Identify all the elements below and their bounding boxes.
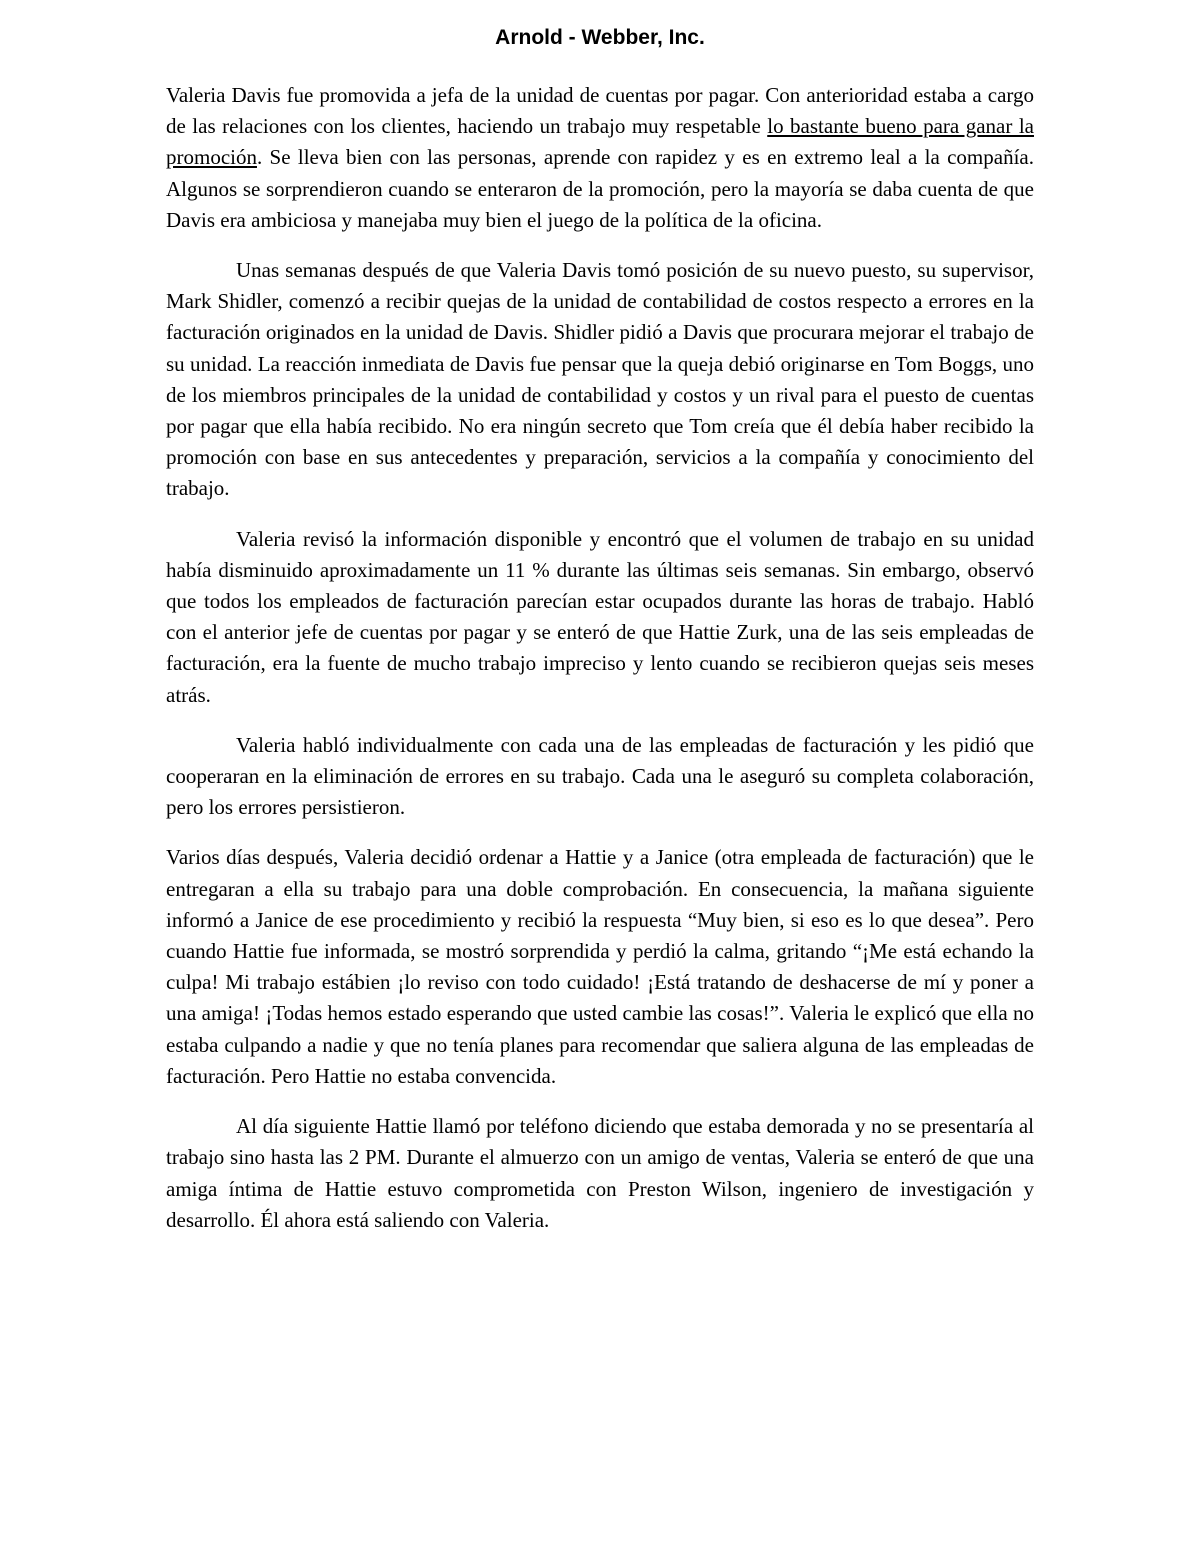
paragraph-5: Varios días después, Valeria decidió ordenar a Hattie y a Janice (otra empleada de facturación) que le entregaran a ella su trabajo para una doble comprobación. En consecuencia, la mañana siguiente informó a Janice de ese procedimiento y recibió la respuesta “Muy bien, si eso es lo que desea”. Pero cuando Hattie fue informada, se mostró sorprendida y perdió la calma, gritando “¡Me está echando la culpa! Mi trabajo estábien ¡lo reviso con todo cuidado! ¡Está tratando de deshacerse de mí y poner a una amiga! ¡Todas hemos estado esperando que usted cambie las cosas!”. Valeria le explicó que ella no estaba culpando a nadie y que no tenía planes para recomendar que saliera alguna de las empleadas de facturación. Pero Hattie no estaba convencida. [166,845,1034,1088]
document-title: Arnold - Webber, Inc. [495,26,705,49]
paragraph-1 [166,80,1034,236]
paragraph-2: Unas semanas después de que Valeria Davis tomó posición de su nuevo puesto, su supervisor, Mark Shidler, comenzó a recibir quejas de la unidad de contabilidad de costos respecto a errores en la facturación originados en la unidad de Davis. Shidler pidió a Davis que procurara mejorar el trabajo de su unidad. La reacción inmediata de Davis fue pensar que la queja debió originarse en Tom Boggs, uno de los miembros principales de la unidad de contabilidad y costos y un rival para el puesto de cuentas por pagar que ella había recibido. No era ningún secreto que Tom creía que él debía haber recibido la promoción con base en sus antecedentes y preparación, servicios a la compañía y conocimiento del trabajo. [166,258,1034,501]
paragraph-1-text-start: Valeria Davis fue promovida a jefa de la unidad de cuentas por pagar. Con anterioridad estaba a cargo de las relaciones con los clientes, haciendo un trabajo muy respetable [166,83,1034,139]
paragraph-4: Valeria habló individualmente con cada una de las empleadas de facturación y les pidió que cooperaran en la eliminación de errores en su trabajo. Cada una le aseguró su completa colaboración, pero los errores persistieron. [166,732,1034,820]
paragraph-1-text-end: . Se lleva bien con las personas, aprende con rapidez y es en extremo leal a la compañía. Algunos se sorprendieron cuando se enteraron de la promoción, pero la mayoría se daba cuenta de que Davis era ambiciosa y manejaba muy bien el juego de la política de la oficina. [166,145,1034,232]
paragraph-1-underlined-text: lo bastante bueno para ganar la promoción [166,114,1034,170]
document-body [166,80,1034,1255]
paragraph-3: Valeria revisó la información disponible y encontró que el volumen de trabajo en su unidad había disminuido aproximadamente un 11 % durante las últimas seis semanas. Sin embargo, observó que todos los empleados de facturación parecían estar ocupados durante las horas de trabajo. Habló con el anterior jefe de cuentas por pagar y se enteró de que Hattie Zurk, una de las seis empleadas de facturación, era la fuente de mucho trabajo impreciso y lento cuando se recibieron quejas seis meses atrás. [166,526,1034,707]
paragraph-6: Al día siguiente Hattie llamó por teléfono diciendo que estaba demorada y no se presentaría al trabajo sino hasta las 2 PM. Durante el almuerzo con un amigo de ventas, Valeria se enteró de que una amiga íntima de Hattie estuvo comprometida con Preston Wilson, ingeniero de investigación y desarrollo. Él ahora está saliendo con Valeria. [166,1114,1034,1232]
